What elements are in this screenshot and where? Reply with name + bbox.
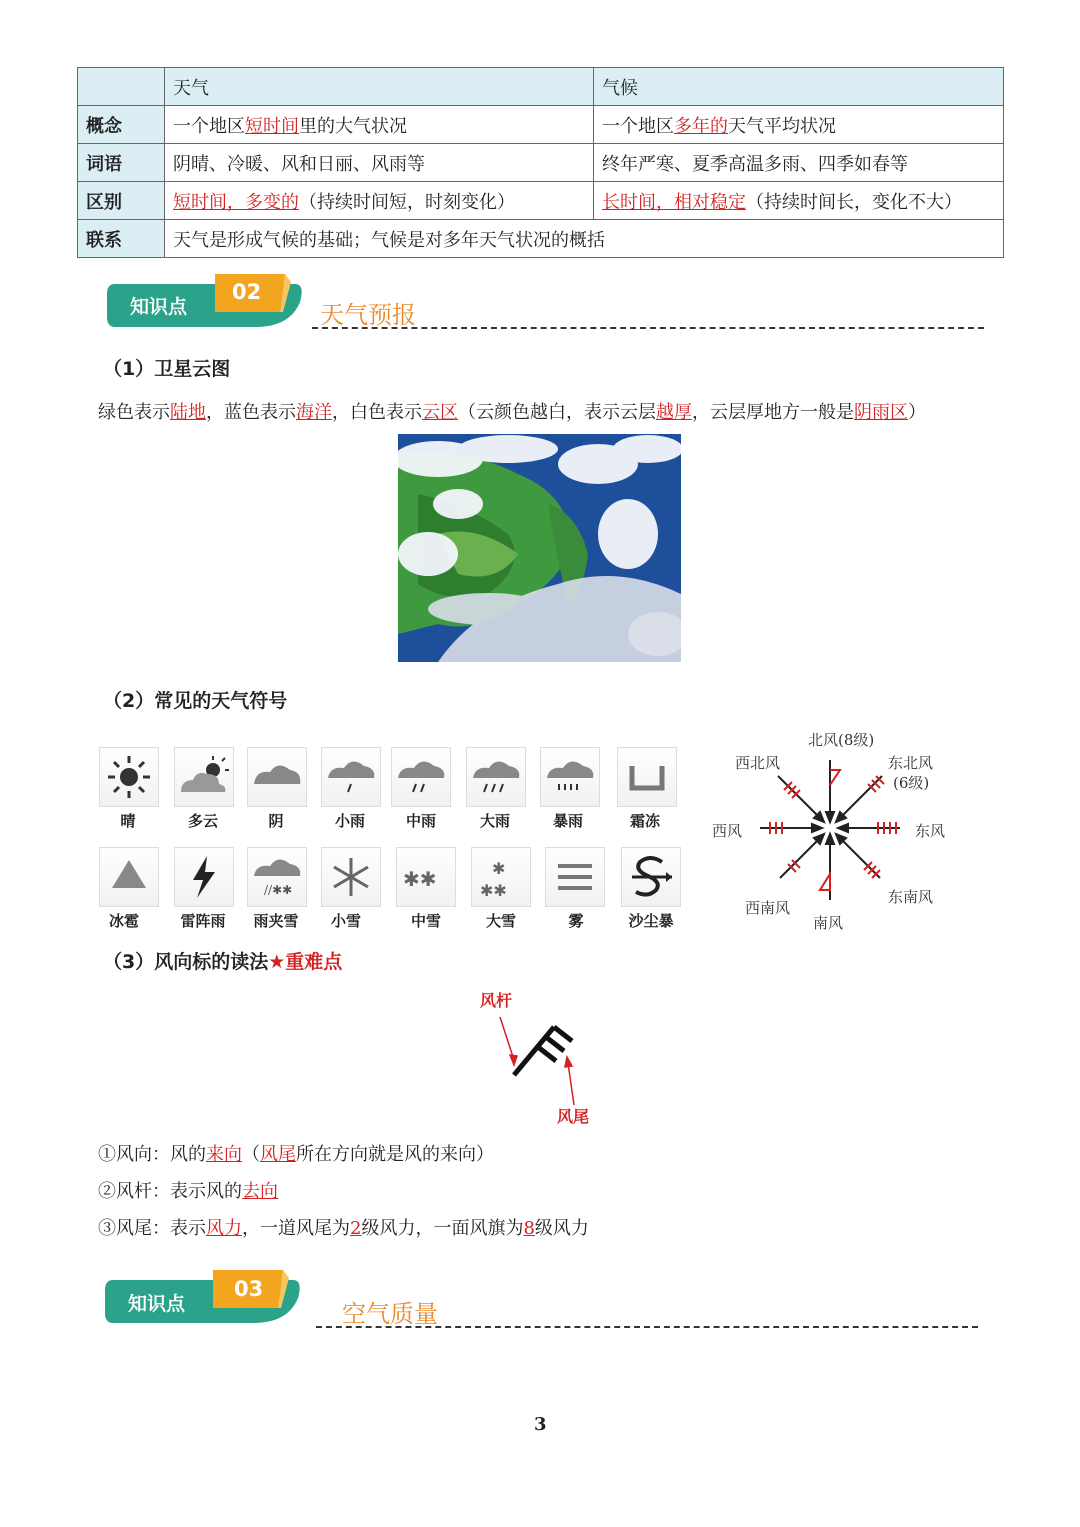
table-cell [594,182,1004,220]
subsection-heading: （1）卫星云图 [103,358,231,380]
wind-label-southwest: 西南风 [745,899,791,917]
key-term: 8 [523,1218,535,1239]
symbol-label: 阴 [268,812,284,830]
wind-label-west: 西风 [712,822,743,840]
sandstorm-icon [621,847,681,907]
wind-label-northeast-level: (6级) [893,774,930,792]
key-term: 海洋 [296,402,332,423]
symbol-label: 多云 [187,812,218,830]
table-header-row [78,68,1004,106]
sleet-icon [247,847,307,907]
wind-label-northeast: 东北风 [888,754,934,772]
table-row [78,182,1004,220]
table-cell [165,182,594,220]
row-label: 概念 [78,106,165,144]
section-divider [312,327,984,329]
symbol-label: 晴 [120,812,136,830]
note-shaft [98,1177,278,1203]
symbol-label: 冰雹 [108,912,139,930]
moderate-rain-icon [391,747,451,807]
tail-label: 风尾 [557,1107,590,1126]
text: 级风力 [534,1218,589,1239]
key-term: 长时间，相对稳定 [602,191,746,213]
overcast-icon [247,747,307,807]
text: 所在方向就是风的来向） [296,1144,494,1165]
symbol-label: 小雨 [334,812,365,830]
svg-text:✱: ✱ [492,859,506,878]
key-term: 2 [350,1218,362,1239]
light-rain-icon [321,747,381,807]
table-cell: 天气是形成气候的基础；气候是对多年天气状况的概括 [165,220,1004,258]
satellite-cloud-image [398,434,681,662]
wind-label-east: 东风 [915,822,946,840]
symbol-label: 大雨 [479,812,510,830]
cell-text: 一个地区 [173,115,245,137]
wind-label-south: 南风 [813,914,844,932]
rainstorm-icon [540,747,600,807]
section-badge: 知识点 [130,296,188,318]
section-badge: 知识点 [128,1293,186,1315]
light-snow-icon [321,847,381,907]
key-term: 风尾 [260,1144,296,1165]
key-term: 去向 [242,1181,278,1202]
symbol-label: 沙尘暴 [628,912,674,930]
table-cell [165,106,594,144]
sunny-icon [99,747,159,807]
svg-text://✱✱: //✱✱ [264,883,293,897]
cell-text: （持续时间长，变化不大） [746,191,962,213]
symbol-label: 中雪 [410,912,441,930]
symbol-label: 小雪 [330,912,361,930]
key-term: 短时间，多变的 [173,191,299,213]
table-row [78,220,1004,258]
key-term: 来向 [206,1144,242,1165]
symbol-label: 中雨 [405,812,436,830]
section-divider [316,1326,978,1328]
wind-label-southeast: 东南风 [888,888,934,906]
comparison-table [77,67,1004,258]
table-cell: 气候 [594,68,1004,106]
symbol-label: 雷阵雨 [180,912,226,930]
text: 级风力，一面风旗为 [361,1218,524,1239]
symbol-label: 暴雨 [552,812,583,830]
moderate-snow-icon [396,847,456,907]
cell-text: （持续时间短，时刻变化） [299,191,515,213]
section-number: 02 [232,280,262,304]
svg-text:✱✱: ✱✱ [403,867,437,891]
text: ，一道风尾为 [242,1218,350,1239]
key-term: 短时间 [245,115,299,137]
symbol-label: 霜冻 [629,812,660,830]
text: ②风杆：表示风的 [98,1181,242,1202]
text: （ [242,1144,260,1165]
text: ，云层厚地方一般是 [692,402,854,423]
svg-text:✱✱: ✱✱ [480,881,507,900]
table-row [78,144,1004,182]
text: ③风尾：表示 [98,1218,206,1239]
text: ①风向：风的 [98,1144,206,1165]
text: （云颜色越白，表示云层 [458,402,656,423]
row-label: 词语 [78,144,165,182]
section-number: 03 [234,1277,264,1301]
key-term: 阴雨区 [854,402,908,423]
wind-label-northwest: 西北风 [735,754,781,772]
symbol-label: 大雪 [485,912,516,930]
key-point-badge: ★重难点 [268,951,343,973]
heading-text: （3）风向标的读法 [103,951,269,973]
cell-text: 天气平均状况 [728,115,836,137]
text: ，白色表示 [332,402,422,423]
table-cell: 终年严寒、夏季高温多雨、四季如春等 [594,144,1004,182]
key-term: 云区 [422,402,458,423]
table-cell: 天气 [165,68,594,106]
page-number: 3 [534,1414,547,1435]
text: ，蓝色表示 [206,402,296,423]
section-title: 天气预报 [320,301,416,329]
section-title: 空气质量 [342,1300,438,1328]
hail-icon [99,847,159,907]
key-term: 风力 [206,1218,242,1239]
thunderstorm-icon [174,847,234,907]
note-direction [98,1140,494,1166]
row-label: 区别 [78,182,165,220]
frost-icon [617,747,677,807]
table-cell [594,106,1004,144]
table-row [78,106,1004,144]
key-term: 越厚 [656,402,692,423]
text: ） [908,402,926,423]
wind-label-north: 北风(8级) [808,731,875,749]
table-cell: 阴晴、冷暖、风和日丽、风雨等 [165,144,594,182]
satellite-description [98,398,926,424]
symbol-label: 雾 [568,912,584,930]
fog-icon [545,847,605,907]
shaft-label: 风杆 [480,991,513,1010]
heavy-snow-icon [471,847,531,907]
cell-text: 里的大气状况 [299,115,407,137]
symbol-label: 雨夹雪 [253,912,299,930]
subsection-heading: （2）常见的天气符号 [103,690,288,712]
note-tail [98,1214,589,1240]
table-cell [78,68,165,106]
cloudy-sun-icon [174,747,234,807]
text: 绿色表示 [98,402,170,423]
heavy-rain-icon [466,747,526,807]
subsection-heading [103,947,342,974]
key-term: 陆地 [170,402,206,423]
row-label: 联系 [78,220,165,258]
key-term: 多年的 [674,115,728,137]
cell-text: 一个地区 [602,115,674,137]
